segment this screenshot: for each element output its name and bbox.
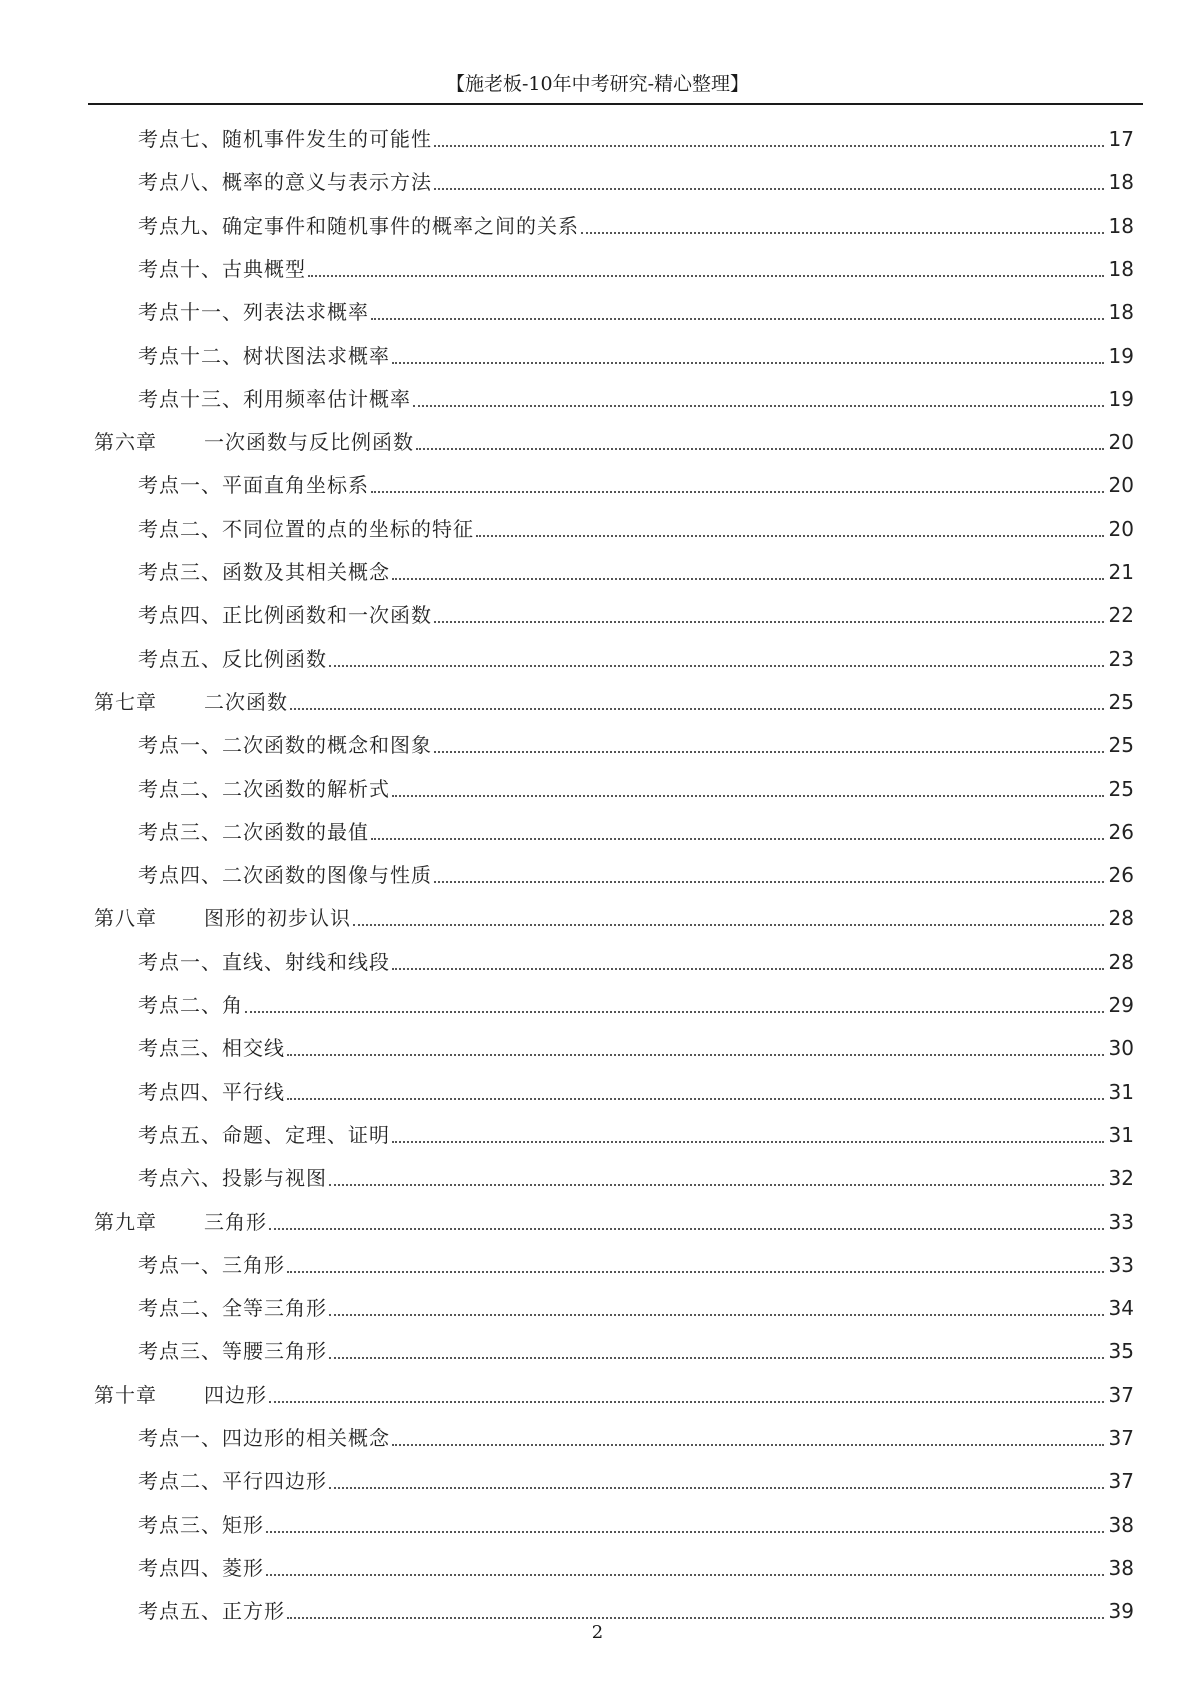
toc-chapter-number: 第七章: [94, 689, 157, 714]
toc-dot-leader: [581, 232, 1104, 234]
toc-dot-leader: [434, 145, 1104, 147]
toc-page-number: 26: [1108, 819, 1134, 844]
toc-dot-leader: [329, 1357, 1104, 1359]
toc-dot-leader: [290, 708, 1104, 710]
toc-chapter-number: 第十章: [94, 1382, 157, 1407]
toc-section-entry[interactable]: [138, 1546, 1134, 1582]
toc-entry-title: [94, 688, 288, 716]
toc-section-entry[interactable]: [138, 1329, 1134, 1365]
toc-section-entry[interactable]: [138, 1026, 1134, 1062]
toc-dot-leader: [392, 968, 1104, 970]
toc-section-entry[interactable]: [138, 463, 1134, 499]
toc-dot-leader: [434, 188, 1104, 190]
toc-dot-leader: [269, 1228, 1104, 1230]
toc-entry-title: [94, 1208, 267, 1236]
toc-dot-leader: [266, 1531, 1104, 1533]
toc-section-entry[interactable]: [138, 1589, 1134, 1625]
toc-chapter-entry[interactable]: [94, 1373, 1134, 1409]
toc-entry-title: 考点五、命题、定理、证明: [138, 1122, 390, 1147]
toc-section-entry[interactable]: [138, 1070, 1134, 1106]
toc-entry-title: 考点一、平面直角坐标系: [138, 473, 369, 498]
toc-section-entry[interactable]: [138, 117, 1134, 153]
toc-dot-leader: [434, 881, 1104, 883]
toc-entry-title: 考点二、全等三角形: [138, 1296, 327, 1321]
toc-page-number: 18: [1108, 300, 1134, 325]
toc-section-entry[interactable]: [138, 334, 1134, 370]
toc-page-number: 37: [1108, 1469, 1134, 1494]
toc-page-number: 18: [1108, 170, 1134, 195]
toc-section-entry[interactable]: [138, 290, 1134, 326]
toc-entry-title: 考点二、二次函数的解析式: [138, 776, 390, 801]
toc-section-entry[interactable]: [138, 204, 1134, 240]
toc-entry-title: 考点七、随机事件发生的可能性: [138, 127, 432, 151]
toc-page-number: 28: [1108, 949, 1134, 974]
toc-page-number: 17: [1108, 127, 1134, 151]
toc-section-entry[interactable]: [138, 1113, 1134, 1149]
toc-dot-leader: [287, 1098, 1104, 1100]
toc-dot-leader: [434, 751, 1104, 753]
toc-entry-title: 考点三、相交线: [138, 1036, 285, 1061]
toc-page-number: 38: [1108, 1555, 1134, 1580]
toc-dot-leader: [269, 1401, 1104, 1403]
toc-entry-title: 考点五、正方形: [138, 1599, 285, 1624]
toc-section-entry[interactable]: [138, 723, 1134, 759]
toc-page-number: 20: [1108, 430, 1134, 455]
header-divider: [88, 103, 1143, 105]
toc-dot-leader: [353, 924, 1104, 926]
toc-chapter-entry[interactable]: [94, 1200, 1134, 1236]
toc-chapter-title: 图形的初步认识: [204, 906, 351, 931]
toc-section-entry[interactable]: [138, 853, 1134, 889]
toc-page-number: 25: [1108, 776, 1134, 801]
toc-dot-leader: [329, 1184, 1104, 1186]
toc-entry-title: 考点九、确定事件和随机事件的概率之间的关系: [138, 213, 579, 238]
toc-entry-title: 考点一、二次函数的概念和图象: [138, 733, 432, 758]
toc-entry-title: 考点一、四边形的相关概念: [138, 1426, 390, 1450]
toc-page-number: 23: [1108, 646, 1134, 671]
toc-entry-title: 考点二、平行四边形: [138, 1469, 327, 1494]
toc-section-entry[interactable]: [138, 550, 1134, 586]
toc-page-number: 20: [1108, 473, 1134, 498]
toc-dot-leader: [371, 491, 1104, 493]
toc-page-number: 18: [1108, 256, 1134, 281]
toc-page-number: 33: [1108, 1209, 1134, 1234]
toc-section-entry[interactable]: [138, 247, 1134, 283]
toc-page-number: 34: [1108, 1296, 1134, 1321]
toc-section-entry[interactable]: [138, 940, 1134, 976]
toc-dot-leader: [392, 1141, 1104, 1143]
toc-entry-title: 考点三、矩形: [138, 1512, 264, 1537]
toc-entry-title: 考点八、概率的意义与表示方法: [138, 170, 432, 195]
toc-dot-leader: [287, 1271, 1104, 1273]
toc-chapter-title: 三角形: [204, 1209, 267, 1234]
toc-entry-title: 考点四、正比例函数和一次函数: [138, 603, 432, 628]
toc-dot-leader: [266, 1574, 1104, 1576]
toc-chapter-title: 二次函数: [204, 689, 288, 714]
toc-chapter-number: 第八章: [94, 906, 157, 931]
toc-entry-title: 考点二、不同位置的点的坐标的特征: [138, 516, 474, 541]
toc-dot-leader: [287, 1054, 1104, 1056]
toc-page-number: 28: [1108, 906, 1134, 931]
toc-chapter-number: 第六章: [94, 430, 157, 455]
toc-section-entry[interactable]: [138, 507, 1134, 543]
toc-chapter-entry[interactable]: [94, 680, 1134, 716]
toc-dot-leader: [329, 1487, 1104, 1489]
toc-chapter-entry[interactable]: [94, 896, 1134, 932]
toc-page-number: 33: [1108, 1252, 1134, 1277]
toc-page-number: 19: [1108, 386, 1134, 411]
toc-chapter-title: 一次函数与反比例函数: [204, 430, 414, 455]
toc-page-number: 35: [1108, 1339, 1134, 1364]
toc-entry-title: 考点二、角: [138, 993, 243, 1017]
toc-entry-title: 考点一、三角形: [138, 1252, 285, 1277]
toc-dot-leader: [371, 838, 1104, 840]
toc-page-number: 37: [1108, 1426, 1134, 1450]
toc-section-entry[interactable]: [138, 810, 1134, 846]
toc-dot-leader: [371, 318, 1104, 320]
toc-page-number: 29: [1108, 993, 1134, 1017]
toc-entry-title: 考点五、反比例函数: [138, 646, 327, 671]
toc-dot-leader: [392, 578, 1104, 580]
toc-section-entry[interactable]: [138, 1503, 1134, 1539]
toc-dot-leader: [416, 448, 1104, 450]
toc-dot-leader: [434, 621, 1104, 623]
toc-entry-title: 考点六、投影与视图: [138, 1166, 327, 1191]
toc-page-number: 19: [1108, 343, 1134, 368]
toc-entry-title: [94, 428, 414, 456]
toc-page-number: 26: [1108, 863, 1134, 888]
toc-page-number: 37: [1108, 1382, 1134, 1407]
toc-entry-title: [94, 1381, 267, 1409]
toc-entry-title: 考点十三、利用频率估计概率: [138, 386, 411, 411]
toc-entry-title: 考点三、等腰三角形: [138, 1339, 327, 1364]
toc-section-entry[interactable]: [138, 1416, 1134, 1452]
toc-entry-title: 考点十、古典概型: [138, 256, 306, 281]
toc-chapter-title: 四边形: [204, 1382, 267, 1407]
toc-dot-leader: [308, 275, 1104, 277]
toc-entry-title: 考点四、二次函数的图像与性质: [138, 863, 432, 888]
toc-section-entry[interactable]: [138, 1459, 1134, 1495]
toc-page-number: 31: [1108, 1122, 1134, 1147]
toc-entry-title: 考点三、函数及其相关概念: [138, 560, 390, 584]
toc-entry-title: 考点四、菱形: [138, 1555, 264, 1580]
toc-page-number: 31: [1108, 1079, 1134, 1104]
toc-dot-leader: [413, 405, 1104, 407]
page-number: 2: [591, 1622, 604, 1643]
toc-dot-leader: [245, 1011, 1104, 1013]
toc-section-entry[interactable]: [138, 377, 1134, 413]
toc-chapter-number: 第九章: [94, 1209, 157, 1234]
toc-dot-leader: [392, 362, 1104, 364]
toc-chapter-entry[interactable]: [94, 420, 1134, 456]
toc-page-number: 21: [1108, 560, 1134, 584]
toc-page-number: 32: [1108, 1166, 1134, 1191]
toc-section-entry[interactable]: [138, 1156, 1134, 1192]
toc-page-number: 20: [1108, 516, 1134, 541]
toc-entry-title: 考点三、二次函数的最值: [138, 819, 369, 844]
toc-section-entry[interactable]: [138, 637, 1134, 673]
toc-entry-title: 考点十二、树状图法求概率: [138, 343, 390, 368]
toc-dot-leader: [392, 795, 1104, 797]
toc-entry-title: 考点一、直线、射线和线段: [138, 949, 390, 974]
toc-dot-leader: [287, 1617, 1104, 1619]
toc-page-number: 30: [1108, 1036, 1134, 1061]
toc-section-entry[interactable]: [138, 983, 1134, 1019]
page-header: 【施老板-10年中考研究-精心整理】: [445, 73, 750, 95]
toc-page-number: 18: [1108, 213, 1134, 238]
toc-entry-title: 考点四、平行线: [138, 1079, 285, 1104]
toc-page-number: 25: [1108, 733, 1134, 758]
toc-dot-leader: [329, 1314, 1104, 1316]
toc-entry-title: [94, 904, 351, 932]
toc-entry-title: 考点十一、列表法求概率: [138, 300, 369, 325]
toc-dot-leader: [476, 535, 1104, 537]
toc-page-number: 25: [1108, 689, 1134, 714]
toc-dot-leader: [329, 665, 1104, 667]
toc-section-entry[interactable]: [138, 1243, 1134, 1279]
toc-section-entry[interactable]: [138, 1286, 1134, 1322]
toc-section-entry[interactable]: [138, 593, 1134, 629]
toc-page-number: 39: [1108, 1599, 1134, 1624]
toc-dot-leader: [392, 1444, 1104, 1446]
toc-section-entry[interactable]: [138, 160, 1134, 196]
toc-page-number: 38: [1108, 1512, 1134, 1537]
toc-section-entry[interactable]: [138, 767, 1134, 803]
toc-page-number: 22: [1108, 603, 1134, 628]
